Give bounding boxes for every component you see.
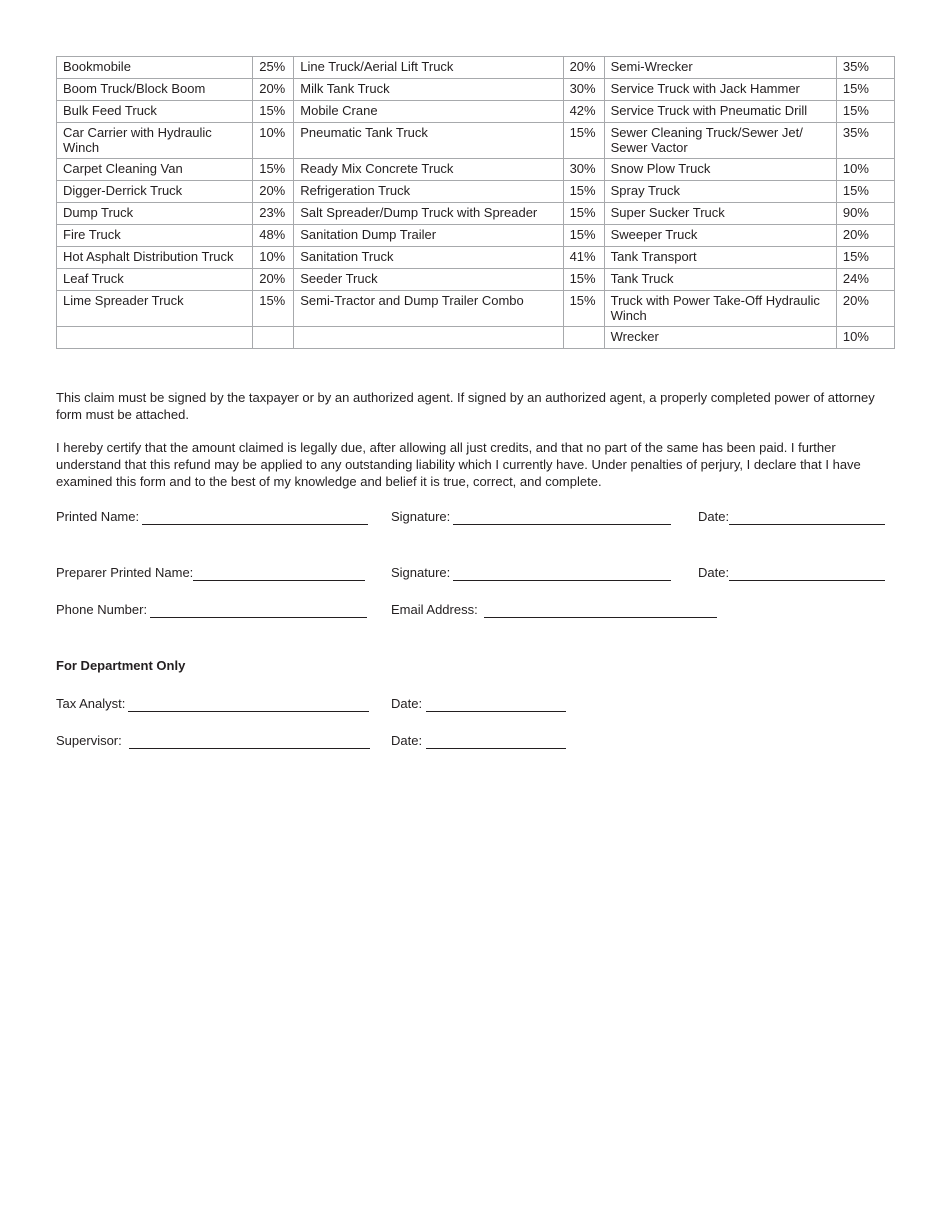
vehicle-name: Semi-Tractor and Dump Trailer Combo	[294, 291, 563, 327]
vehicle-percent: 15%	[836, 101, 894, 123]
table-row	[57, 159, 895, 181]
date-label: Date:	[698, 565, 730, 580]
date-label: Date:	[391, 733, 423, 748]
date-label: Date:	[391, 696, 423, 711]
vehicle-name: Mobile Crane	[294, 101, 563, 123]
email-address-label: Email Address:	[391, 602, 478, 617]
supervisor-date-line[interactable]	[426, 734, 566, 749]
supervisor-field[interactable]	[56, 732, 370, 749]
vehicle-name: Digger-Derrick Truck	[57, 181, 253, 203]
vehicle-name: Truck with Power Take-Off Hydraulic Winch	[604, 291, 836, 327]
signature-field[interactable]	[391, 508, 671, 525]
printed-name-line[interactable]	[142, 510, 368, 525]
signature-label: Signature:	[391, 509, 451, 524]
vehicle-name: Lime Spreader Truck	[57, 291, 253, 327]
vehicle-name: Boom Truck/Block Boom	[57, 79, 253, 101]
vehicle-percent: 15%	[563, 225, 604, 247]
vehicle-percent: 20%	[253, 269, 294, 291]
vehicle-name: Salt Spreader/Dump Truck with Spreader	[294, 203, 563, 225]
vehicle-name	[57, 327, 253, 349]
vehicle-percent: 90%	[836, 203, 894, 225]
vehicle-percentage-table	[56, 56, 895, 349]
vehicle-percent: 35%	[836, 123, 894, 159]
email-address-line[interactable]	[484, 603, 717, 618]
vehicle-name: Wrecker	[604, 327, 836, 349]
supervisor-line[interactable]	[129, 734, 370, 749]
table-row	[57, 225, 895, 247]
vehicle-percent: 30%	[563, 159, 604, 181]
vehicle-percent: 15%	[563, 181, 604, 203]
vehicle-name: Leaf Truck	[57, 269, 253, 291]
vehicle-percent: 10%	[253, 247, 294, 269]
vehicle-name: Sewer Cleaning Truck/Sewer Jet/ Sewer Vactor	[604, 123, 836, 159]
table-row	[57, 123, 895, 159]
vehicle-name: Car Carrier with Hydraulic Winch	[57, 123, 253, 159]
vehicle-name	[294, 327, 563, 349]
vehicle-name: Bulk Feed Truck	[57, 101, 253, 123]
vehicle-name: Sanitation Truck	[294, 247, 563, 269]
vehicle-percent: 35%	[836, 57, 894, 79]
table-row	[57, 101, 895, 123]
vehicle-percent: 15%	[563, 291, 604, 327]
form-page	[56, 56, 895, 748]
vehicle-percent: 10%	[836, 159, 894, 181]
vehicle-percent: 15%	[563, 123, 604, 159]
date-line[interactable]	[729, 510, 885, 525]
vehicle-name: Seeder Truck	[294, 269, 563, 291]
vehicle-percent: 20%	[253, 181, 294, 203]
vehicle-name: Refrigeration Truck	[294, 181, 563, 203]
vehicle-percent: 20%	[253, 79, 294, 101]
vehicle-percent: 15%	[563, 203, 604, 225]
vehicle-percent: 42%	[563, 101, 604, 123]
vehicle-percent: 15%	[563, 269, 604, 291]
vehicle-percent: 48%	[253, 225, 294, 247]
tax-analyst-date-line[interactable]	[426, 697, 566, 712]
preparer-name-field[interactable]	[56, 564, 365, 581]
vehicle-percent: 15%	[836, 79, 894, 101]
vehicle-name: Sweeper Truck	[604, 225, 836, 247]
vehicle-name: Bookmobile	[57, 57, 253, 79]
tax-analyst-line[interactable]	[128, 697, 369, 712]
supervisor-label: Supervisor:	[56, 733, 122, 748]
preparer-date-field[interactable]	[698, 564, 885, 581]
vehicle-percent	[253, 327, 294, 349]
table-row	[57, 57, 895, 79]
table-row	[57, 79, 895, 101]
phone-number-line[interactable]	[150, 603, 367, 618]
vehicle-name: Pneumatic Tank Truck	[294, 123, 563, 159]
vehicle-name: Spray Truck	[604, 181, 836, 203]
vehicle-percent: 15%	[253, 101, 294, 123]
supervisor-date-field[interactable]	[391, 732, 566, 749]
date-label: Date:	[698, 509, 730, 524]
vehicle-percent: 30%	[563, 79, 604, 101]
table-row	[57, 181, 895, 203]
authorization-notice: This claim must be signed by the taxpayer or by an authorized agent. If signed by an authorized agent, a properly completed power of attorney form must be attached.	[56, 390, 875, 422]
vehicle-percent	[563, 327, 604, 349]
vehicle-name: Ready Mix Concrete Truck	[294, 159, 563, 181]
signature-line[interactable]	[453, 510, 671, 525]
vehicle-percent: 25%	[253, 57, 294, 79]
vehicle-name: Milk Tank Truck	[294, 79, 563, 101]
vehicle-percent: 15%	[836, 247, 894, 269]
vehicle-name: Tank Truck	[604, 269, 836, 291]
certification-statement: I hereby certify that the amount claimed is legally due, after allowing all just credits, and that no part of the same has been paid. I further understand that this refund may be applied to any outstanding liability which I currently have. Under penalties of perjury, I declare that I have examined this form and to the best of my knowledge and belief it is true, correct, and complete.	[56, 440, 861, 489]
table-row	[57, 203, 895, 225]
vehicle-percent: 15%	[836, 181, 894, 203]
vehicle-name: Carpet Cleaning Van	[57, 159, 253, 181]
table-row	[57, 247, 895, 269]
vehicle-percent: 15%	[253, 291, 294, 327]
vehicle-name: Fire Truck	[57, 225, 253, 247]
date-field[interactable]	[698, 508, 885, 525]
preparer-date-line[interactable]	[729, 566, 885, 581]
vehicle-percent: 15%	[253, 159, 294, 181]
preparer-name-label: Preparer Printed Name:	[56, 565, 194, 580]
table-row	[57, 291, 895, 327]
vehicle-percent: 20%	[836, 291, 894, 327]
vehicle-percent: 41%	[563, 247, 604, 269]
vehicle-name: Super Sucker Truck	[604, 203, 836, 225]
vehicle-percent: 24%	[836, 269, 894, 291]
department-only-heading: For Department Only	[56, 658, 186, 673]
vehicle-name: Dump Truck	[57, 203, 253, 225]
tax-analyst-date-field[interactable]	[391, 695, 566, 712]
vehicle-percent: 10%	[253, 123, 294, 159]
vehicle-percent: 20%	[836, 225, 894, 247]
vehicle-percent: 23%	[253, 203, 294, 225]
phone-number-label: Phone Number:	[56, 602, 148, 617]
vehicle-name: Service Truck with Pneumatic Drill	[604, 101, 836, 123]
preparer-signature-line[interactable]	[453, 566, 671, 581]
vehicle-name: Snow Plow Truck	[604, 159, 836, 181]
vehicle-percent: 20%	[563, 57, 604, 79]
vehicle-name: Semi-Wrecker	[604, 57, 836, 79]
tax-analyst-label: Tax Analyst:	[56, 696, 126, 711]
vehicle-name: Line Truck/Aerial Lift Truck	[294, 57, 563, 79]
tax-analyst-field[interactable]	[56, 695, 369, 712]
printed-name-field[interactable]	[56, 508, 368, 525]
vehicle-name: Hot Asphalt Distribution Truck	[57, 247, 253, 269]
table-row	[57, 327, 895, 349]
preparer-signature-field[interactable]	[391, 564, 671, 581]
printed-name-label: Printed Name:	[56, 509, 140, 524]
signature-label: Signature:	[391, 565, 451, 580]
phone-number-field[interactable]	[56, 601, 367, 618]
vehicle-name: Sanitation Dump Trailer	[294, 225, 563, 247]
preparer-name-line[interactable]	[193, 566, 365, 581]
email-address-field[interactable]	[391, 601, 717, 618]
vehicle-name: Tank Transport	[604, 247, 836, 269]
vehicle-name: Service Truck with Jack Hammer	[604, 79, 836, 101]
table-row	[57, 269, 895, 291]
vehicle-percent: 10%	[836, 327, 894, 349]
